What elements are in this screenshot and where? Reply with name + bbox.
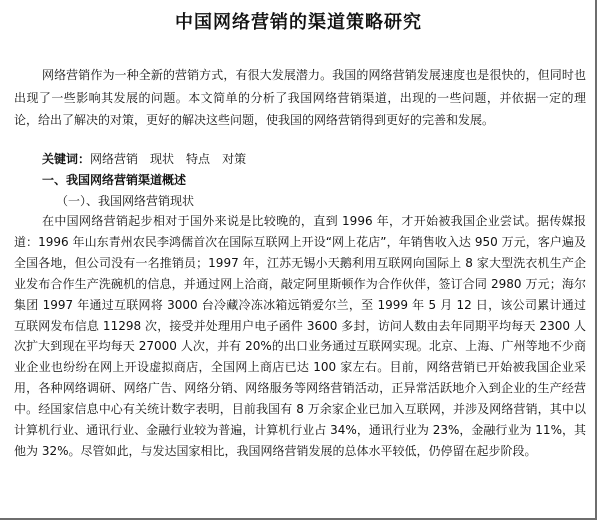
document-title: 中国网络营销的渠道策略研究 — [175, 12, 422, 33]
keyword: 对策 — [222, 152, 247, 166]
keyword: 网络营销 — [90, 152, 139, 166]
keywords-line — [42, 148, 258, 170]
keyword: 现状 — [150, 152, 175, 166]
keywords-label: 关键词： — [42, 152, 91, 166]
abstract-paragraph: 网络营销作为一种全新的营销方式，有很大发展潜力。我国的网络营销发展速度也是很快的，但同时也出现了一些影响其发展的问题。本文简单的分析了我国网络营销渠道，出现的一些问题，并依据一定的理论，给出了解决的对策，更好的解决这些问题，使我国的网络营销得到更好的完善和发展。 — [14, 68, 586, 127]
subsection-heading: （一）、我国网络营销现状 — [56, 194, 195, 208]
body-paragraph: 在中国网络营销起步相对于国外来说是比较晚的，直到 1996 年，才开始被我国企业尝试。据传媒报道：1996 年山东青州农民李鸿儒首次在国际互联网上开设“网上花店”，年销售收入达 950 万元，客户遍及全国各地，但公司没有一名推销员；1997 年，江苏无锡小天鹅利用互联网向国际上 8 家大型洗衣机生产企业发布合作生产洗碗机的信息，并通过网上洽商，敲定阿里斯顿作为合作伙伴，签订合同 2980 万元；海尔集团 1997 年通过互联网将 3000 台冷藏冷冻冰箱远销爱尔兰，至 1999 年 5 月 12 日，该公司累计通过互联网发布信息 11298 次，接受并处理用户电子函件 3600 多封，访问人数由去年同期平均每天 2300 人次扩大到现在平均每天 27000 人次，并有 20%的出口业务通过互联网实现。北京、上海、广州等地不少商业企业也纷纷在网上开设虚拟商店，全国网上商店已达 100 家左右。目前，网络营销已开始被我国企业采用，各种网络调研、网络广告、网络分销、网络服务等网络营销活动，正异常活跃地介入到企业的生产经营中。经国家信息中心有关统计数字表明，目前我国有 8 万余家企业已加入互联网，并涉及网络营销，其中以计算机行业、通讯行业、金融行业较为普遍，计算机行业占 34%，通讯行业为 23%，金融行业为 11%，其他为 32%。尽管如此，与发达国家相比，我国网络营销发展的总体水平较低，仍停留在起步阶段。 — [14, 214, 586, 458]
section-heading: 一、我国网络营销渠道概述 — [42, 173, 187, 187]
keyword: 特点 — [186, 152, 211, 166]
